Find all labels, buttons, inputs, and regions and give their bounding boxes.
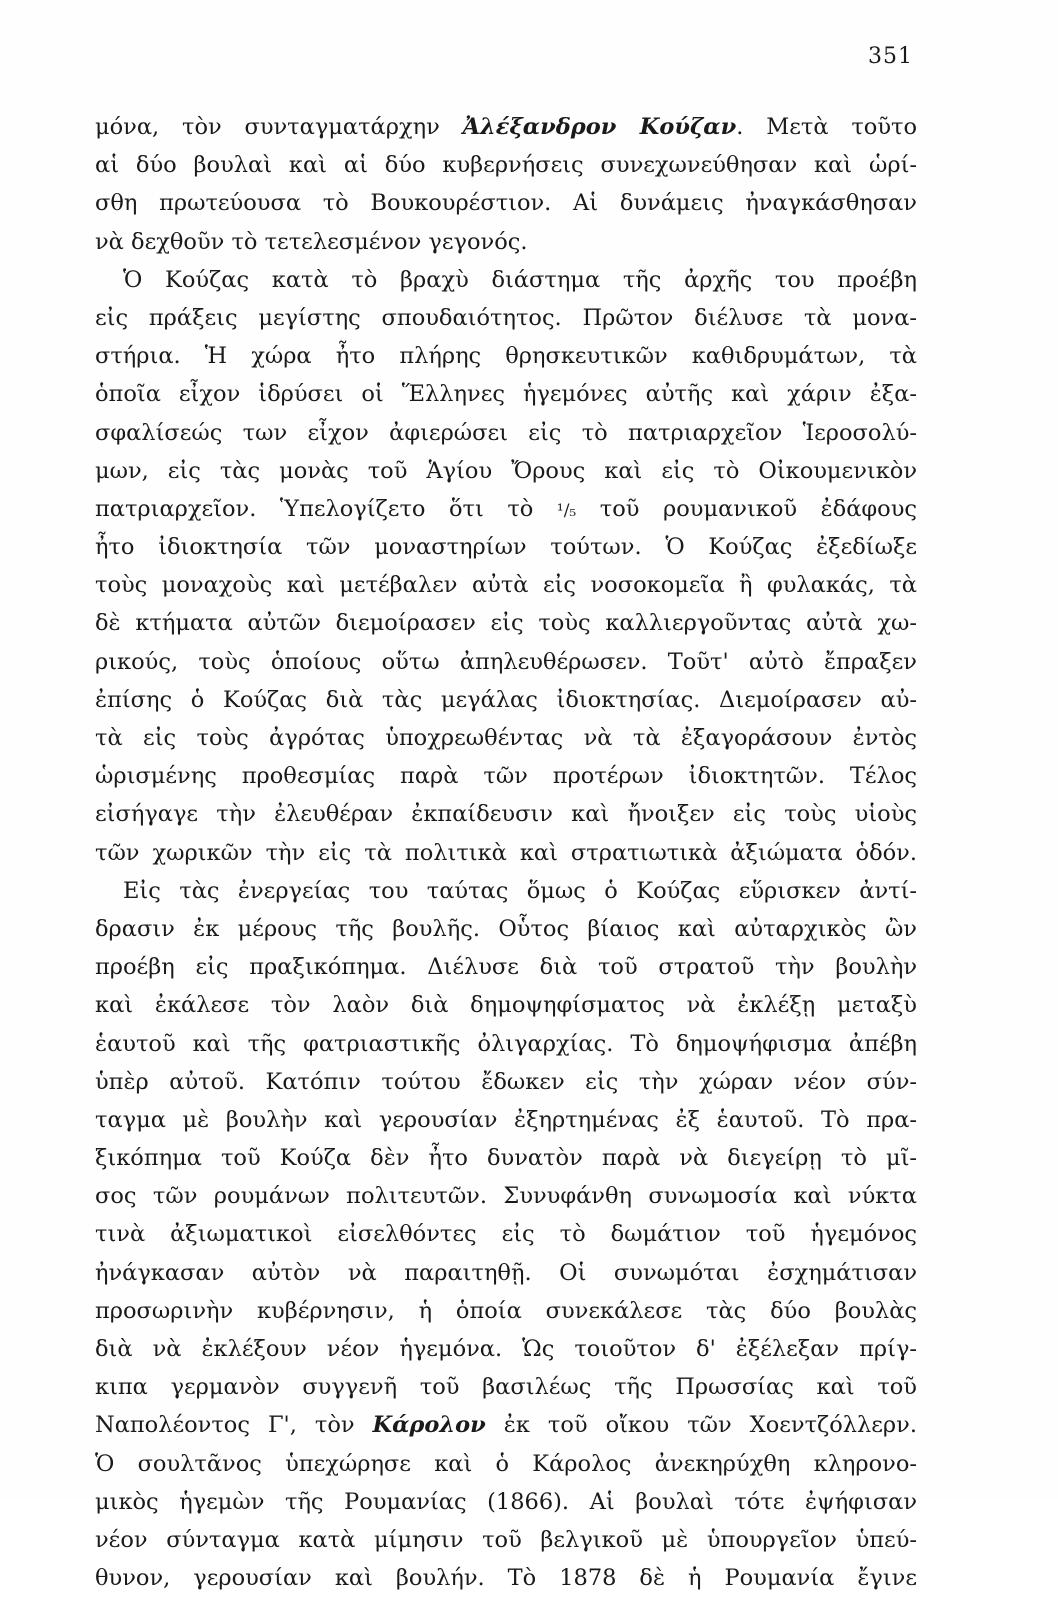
text-segment: σος τῶν ρουμάνων πολιτευτῶν. Συνυφάνθη συνωμοσία καὶ νύκτα [95, 1183, 917, 1210]
text-segment: πατριαρχεῖον. Ὑπελογίζετο ὅτι τὸ [95, 495, 557, 522]
text-line [95, 1063, 917, 1101]
text-segment: προέβη εἰς πραξικόπημα. Διέλυσε διὰ τοῦ στρατοῦ τὴν βουλὴν [95, 954, 917, 981]
text-line [95, 1330, 917, 1368]
text-line [95, 261, 917, 299]
text-segment: κιπα γερμανὸν συγγενῆ τοῦ βασιλέως τῆς Πρωσσίας καὶ τοῦ [95, 1374, 917, 1401]
text-segment: ὑπὲρ αὐτοῦ. Κατόπιν τούτου ἔδωκεν εἰς τὴν χώραν νέον σύν- [95, 1068, 917, 1095]
text-line [95, 184, 917, 222]
text-line [95, 108, 917, 146]
text-line [95, 337, 917, 375]
text-segment: τῶν χωρικῶν τὴν εἰς τὰ πολιτικὰ καὶ στρατιωτικὰ ἀξιώματα ὁδόν. [95, 839, 917, 866]
text-line [95, 1254, 917, 1292]
text-line [95, 1483, 917, 1521]
text-segment: προσωρινὴν κυβέρνησιν, ἡ ὁποία συνεκάλεσε τὰς δύο βουλὰς [95, 1297, 917, 1324]
text-segment: ἐπίσης ὁ Κούζας διὰ τὰς μεγάλας ἰδιοκτησίας. Διεμοίρασεν αὐ- [95, 686, 917, 713]
text-line [95, 1521, 917, 1559]
text-segment: Ὁ σουλτᾶνος ὑπεχώρησε καὶ ὁ Κάρολος ἀνεκηρύχθη κληρονο- [95, 1450, 917, 1477]
text-segment: Ναπολέοντος Γ', τὸν [95, 1412, 373, 1439]
text-segment: Ὁ Κούζας κατὰ τὸ βραχὺ διάστημα τῆς ἀρχῆς του προέβη [123, 266, 917, 293]
text-line [95, 1559, 917, 1597]
text-segment: εἰσήγαγε τὴν ἐλευθέραν ἐκπαίδευσιν καὶ ἤνοιξεν εἰς τοὺς υἱοὺς [95, 801, 917, 828]
text-segment: δὲ κτήματα αὐτῶν διεμοίρασεν εἰς τοὺς καλλιεργοῦντας αὐτὰ χω- [95, 610, 917, 637]
text-segment: τὰ εἰς τοὺς ἀγρότας ὑποχρεωθέντας νὰ τὰ ἐξαγοράσουν ἐντὸς [95, 725, 917, 751]
text-segment: δρασιν ἐκ μέρους τῆς βουλῆς. Οὗτος βίαιος καὶ αὐταρχικὸς ὢν [95, 915, 917, 942]
text-line [95, 1292, 917, 1330]
text-segment: ἑαυτοῦ καὶ τῆς φατριαστικῆς ὀλιγαρχίας. Τὸ δημοψήφισμα ἀπέβη [95, 1030, 917, 1057]
body-text [95, 108, 917, 1597]
text-line [95, 414, 917, 452]
text-line [95, 146, 917, 184]
text-segment: Εἰς τὰς ἐνεργείας του ταύτας ὅμως ὁ Κούζας εὕρισκεν ἀντί- [123, 877, 917, 904]
text-segment: ξικόπημα τοῦ Κούζα δὲν ἦτο δυνατὸν παρὰ νὰ διεγείρῃ τὸ μῖ- [95, 1145, 917, 1172]
text-line [95, 986, 917, 1024]
text-segment: τοῦ ρουμανικοῦ ἐδάφους [576, 495, 917, 522]
text-line [95, 299, 917, 337]
text-line [95, 795, 917, 833]
fraction: ¹/₅ [556, 500, 577, 521]
text-line [95, 719, 917, 757]
text-segment: εἰς πράξεις μεγίστης σπουδαιότητος. Πρῶτον διέλυσε τὰ μονα- [95, 304, 917, 331]
text-segment: σθη πρωτεύουσα τὸ Βουκουρέστιον. Αἱ δυνάμεις ἠναγκάσθησαν [95, 190, 917, 217]
text-line [95, 1177, 917, 1215]
text-line [95, 452, 917, 490]
text-segment: τοὺς μοναχοὺς καὶ μετέβαλεν αὐτὰ εἰς νοσοκομεῖα ἢ φυλακάς, τὰ [95, 572, 917, 599]
text-segment: ὡρισμένης προθεσμίας παρὰ τῶν προτέρων ἰδιοκτητῶν. Τέλος [95, 763, 917, 790]
text-segment: . Μετὰ τοῦτο [736, 114, 917, 140]
text-line [95, 490, 917, 528]
text-segment: τινὰ ἀξιωματικοὶ εἰσελθόντες εἰς τὸ δωμάτιον τοῦ ἡγεμόνος [95, 1221, 917, 1248]
text-line [95, 1025, 917, 1063]
text-line [95, 1368, 917, 1406]
text-segment: μικὸς ἡγεμὼν τῆς Ρουμανίας (1866). Αἱ βουλαὶ τότε ἐψήφισαν [95, 1488, 917, 1515]
text-segment: μόνα, τὸν συνταγματάρχην [95, 114, 463, 140]
text-line [95, 1139, 917, 1177]
text-line [95, 948, 917, 986]
emphasized-name: Ἀλέξανδρον Κούζαν [462, 114, 737, 140]
text-segment: νέον σύνταγμα κατὰ μίμησιν τοῦ βελγικοῦ μὲ ὑπουργεῖον ὑπεύ- [95, 1526, 917, 1553]
text-line [95, 757, 917, 795]
text-line [95, 223, 917, 261]
text-line [95, 1101, 917, 1139]
page-number: 351 [868, 44, 913, 69]
text-segment: καὶ ἐκάλεσε τὸν λαὸν διὰ δημοψηφίσματος νὰ ἐκλέξῃ μεταξὺ [95, 992, 917, 1019]
text-segment: θυνον, γερουσίαν καὶ βουλήν. Τὸ 1878 δὲ ἡ Ρουμανία ἔγινε [95, 1565, 917, 1592]
text-line [95, 872, 917, 910]
text-segment: ὁποῖα εἶχον ἱδρύσει οἱ Ἕλληνες ἡγεμόνες αὐτῆς καὶ χάριν ἐξα- [95, 381, 917, 408]
text-line [95, 1406, 917, 1444]
text-line [95, 1215, 917, 1253]
text-line [95, 910, 917, 948]
text-segment: σφαλίσεώς των εἶχον ἀφιερώσει εἰς τὸ πατριαρχεῖον Ἱεροσολύ- [95, 419, 917, 446]
text-segment: διὰ νὰ ἐκλέξουν νέον ἡγεμόνα. Ὡς τοιοῦτον δ' ἐξέλεξαν πρίγ- [95, 1336, 917, 1362]
text-segment: ἦτο ἰδιοκτησία τῶν μοναστηρίων τούτων. Ὁ Κούζας ἐξεδίωξε [95, 534, 917, 561]
text-line [95, 604, 917, 642]
text-line [95, 681, 917, 719]
text-segment: ταγμα μὲ βουλὴν καὶ γερουσίαν ἐξηρτημένας ἐξ ἑαυτοῦ. Τὸ πρα- [95, 1106, 917, 1133]
text-segment: στήρια. Ἡ χώρα ἦτο πλήρης θρησκευτικῶν καθιδρυμάτων, τὰ [95, 343, 917, 370]
text-segment: αἱ δύο βουλαὶ καὶ αἱ δύο κυβερνήσεις συνεχωνεύθησαν καὶ ὡρί- [95, 152, 917, 179]
text-segment: μων, εἰς τὰς μονὰς τοῦ Ἁγίου Ὄρους καὶ εἰς τὸ Οἰκουμενικὸν [95, 457, 917, 484]
text-line [95, 566, 917, 604]
text-segment: ἐκ τοῦ οἴκου τῶν Χοεντζόλλερν. [485, 1412, 917, 1439]
text-segment: ρικούς, τοὺς ὁποίους οὕτω ἀπηλευθέρωσεν. Τοῦτ' αὐτὸ ἔπραξεν [95, 648, 917, 675]
emphasized-name: Κάρολον [372, 1412, 486, 1439]
text-line [95, 528, 917, 566]
text-segment: ἠνάγκασαν αὐτὸν νὰ παραιτηθῇ. Οἱ συνωμόται ἐσχημάτισαν [95, 1259, 917, 1286]
text-line [95, 1445, 917, 1483]
text-line [95, 643, 917, 681]
text-segment: νὰ δεχθοῦν τὸ τετελεσμένον γεγονός. [95, 228, 528, 255]
text-line [95, 834, 917, 872]
text-line [95, 375, 917, 413]
